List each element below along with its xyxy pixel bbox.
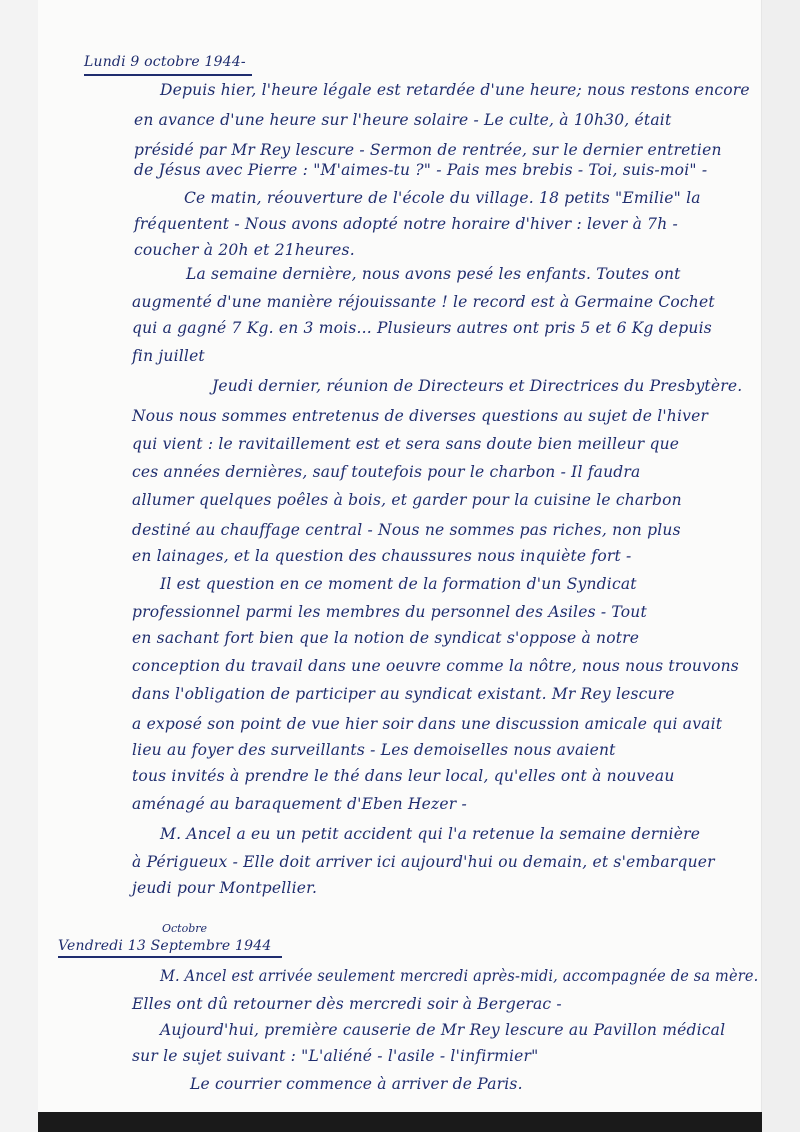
text-line: a exposé son point de vue hier soir dans une discussion amicale qui avait bbox=[132, 715, 723, 733]
text-line: présidé par Mr Rey lescure - Sermon de rentrée, sur le dernier entretien bbox=[134, 141, 722, 159]
text-line: fin juillet bbox=[132, 347, 205, 365]
text-line: qui vient : le ravitaillement est et sera sans doute bien meilleur que bbox=[132, 435, 680, 453]
text-line: en lainages, et la question des chaussures nous inquiète fort - bbox=[132, 547, 632, 565]
entry-date: Vendredi 13 Septembre 1944 bbox=[58, 938, 272, 954]
text-line: de Jésus avec Pierre : "M'aimes-tu ?" - Pais mes brebis - Toi, suis-moi" - bbox=[134, 161, 708, 179]
scan-margin-right bbox=[762, 0, 800, 1132]
text-line: jeudi pour Montpellier. bbox=[132, 879, 318, 897]
text-line: aménagé au baraquement d'Eben Hezer - bbox=[132, 795, 467, 813]
text-line: lieu au foyer des surveillants - Les demoiselles nous avaient bbox=[132, 741, 616, 759]
text-line: allumer quelques poêles à bois, et garder pour la cuisine le charbon bbox=[132, 491, 682, 509]
text-line: conception du travail dans une oeuvre comme la nôtre, nous nous trouvons bbox=[132, 657, 739, 675]
text-line: coucher à 20h et 21heures. bbox=[134, 241, 355, 259]
text-line: sur le sujet suivant : "L'aliéné - l'asile - l'infirmier" bbox=[132, 1047, 539, 1065]
entry-date: Lundi 9 octobre 1944- bbox=[84, 54, 246, 70]
text-line: Aujourd'hui, première causerie de Mr Rey lescure au Pavillon médical bbox=[160, 1021, 726, 1039]
scan-margin-left bbox=[0, 0, 38, 1132]
text-line: tous invités à prendre le thé dans leur local, qu'elles ont à nouveau bbox=[132, 767, 675, 785]
text-line: en sachant fort bien que la notion de syndicat s'oppose à notre bbox=[132, 629, 640, 647]
text-line: à Périgueux - Elle doit arriver ici aujourd'hui ou demain, et s'embarquer bbox=[132, 853, 715, 871]
text-line: Nous nous sommes entretenus de diverses questions au sujet de l'hiver bbox=[132, 407, 709, 425]
text-line: fréquentent - Nous avons adopté notre horaire d'hiver : lever à 7h - bbox=[134, 215, 678, 233]
text-line: ces années dernières, sauf toutefois pour le charbon - Il faudra bbox=[132, 463, 641, 481]
text-line: dans l'obligation de participer au syndicat existant. Mr Rey lescure bbox=[132, 685, 675, 703]
text-line: M. Ancel est arrivée seulement mercredi après-midi, accompagnée de sa mère. bbox=[160, 967, 759, 985]
text-line: qui a gagné 7 Kg. en 3 mois... Plusieurs autres ont pris 5 et 6 Kg depuis bbox=[132, 319, 712, 337]
date-underline bbox=[58, 956, 282, 958]
text-line: Il est question en ce moment de la formation d'un Syndicat bbox=[160, 575, 637, 593]
scan-bottom-edge bbox=[38, 1112, 762, 1132]
text-line: augmenté d'une manière réjouissante ! le record est à Germaine Cochet bbox=[132, 293, 715, 311]
text-line: professionnel parmi les membres du personnel des Asiles - Tout bbox=[132, 603, 647, 621]
text-line: en avance d'une heure sur l'heure solaire - Le culte, à 10h30, était bbox=[134, 111, 672, 129]
date-underline bbox=[84, 74, 252, 76]
text-line: Depuis hier, l'heure légale est retardée d'une heure; nous restons encore bbox=[160, 81, 750, 99]
text-line: Ce matin, réouverture de l'école du village. 18 petits "Emilie" la bbox=[184, 189, 701, 207]
text-line: M. Ancel a eu un petit accident qui l'a retenue la semaine dernière bbox=[160, 825, 701, 843]
text-line: La semaine dernière, nous avons pesé les enfants. Toutes ont bbox=[186, 265, 681, 283]
text-line: Le courrier commence à arriver de Paris. bbox=[190, 1075, 523, 1093]
text-line: Jeudi dernier, réunion de Directeurs et Directrices du Presbytère. bbox=[212, 377, 743, 395]
date-correction: Octobre bbox=[162, 922, 208, 935]
text-line: Elles ont dû retourner dès mercredi soir à Bergerac - bbox=[132, 995, 562, 1013]
text-line: destiné au chauffage central - Nous ne sommes pas riches, non plus bbox=[132, 521, 681, 539]
